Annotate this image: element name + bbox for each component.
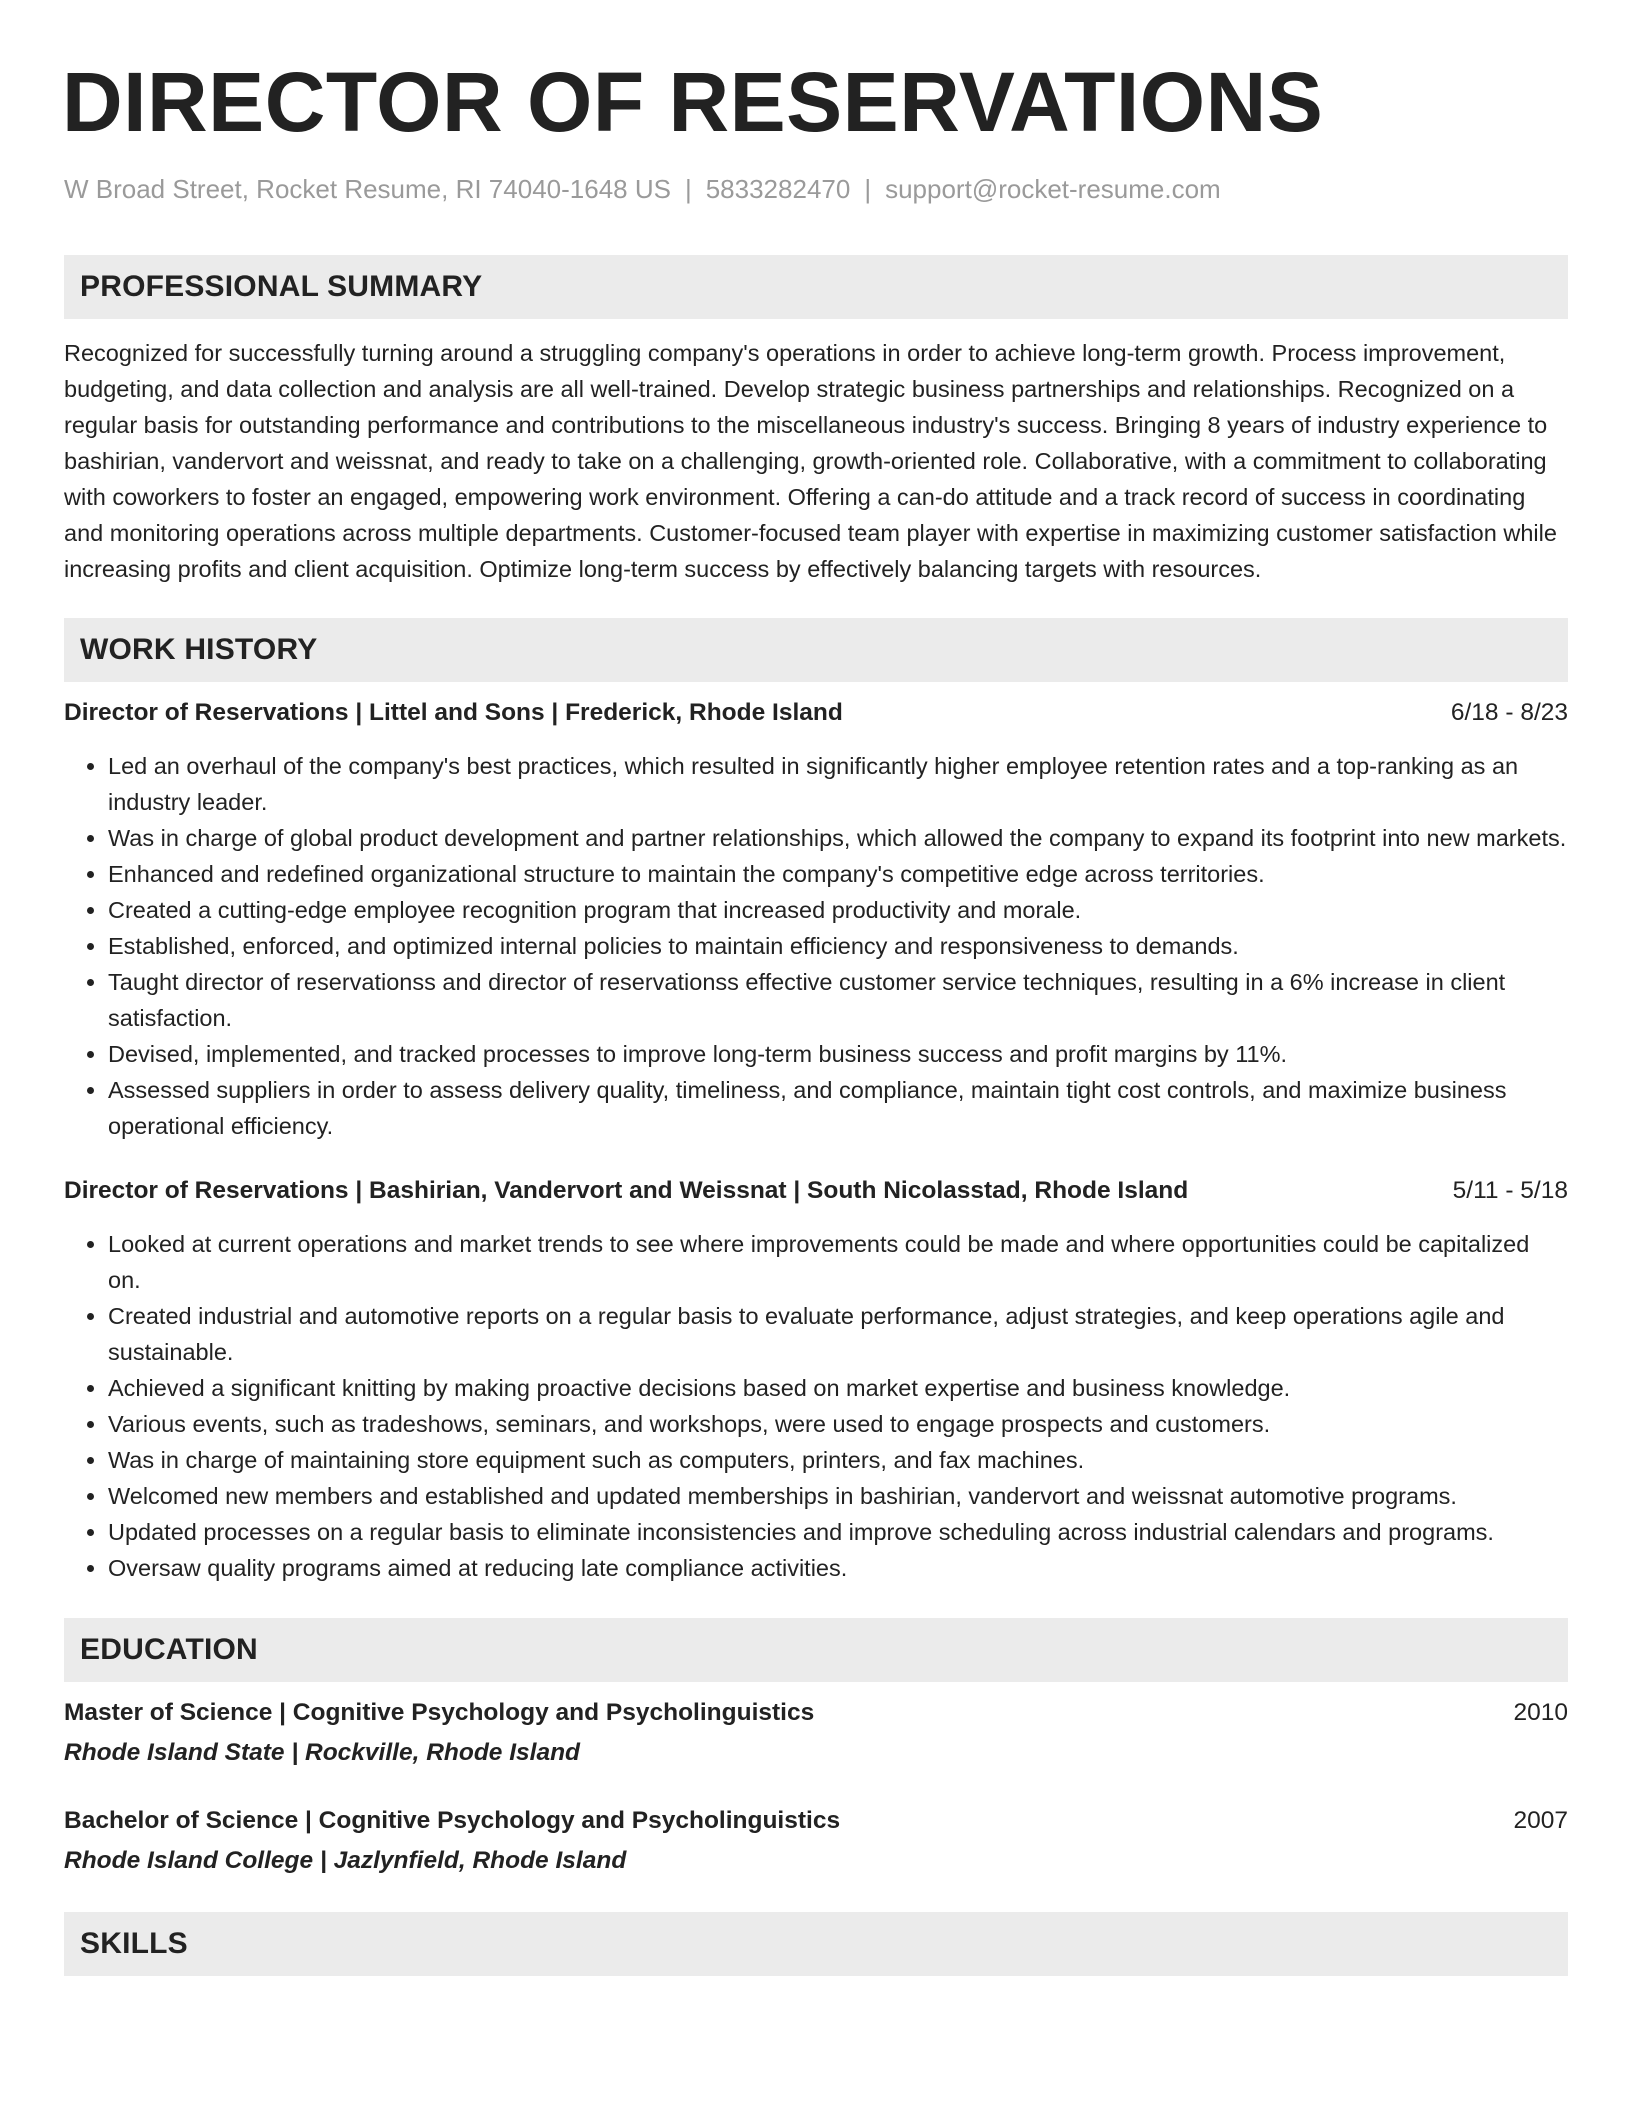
- degree-title: Master of Science | Cognitive Psychology and Psycholinguistics: [64, 1699, 815, 1727]
- job-bullet: • Assessed suppliers in order to assess delivery quality, timeliness, and compliance, maintain tight cost controls, and maximize business operational efficiency.: [108, 1072, 1568, 1144]
- school-name: Rhode Island College | Jazlynfield, Rhode Island: [64, 1847, 627, 1875]
- job-title-row: [64, 696, 1568, 730]
- job-bullet: • Various events, such as tradeshows, seminars, and workshops, were used to engage prospects and customers.: [108, 1406, 1568, 1442]
- job-title-row: [64, 1174, 1568, 1208]
- job-dates: 5/11 - 5/18: [1452, 1177, 1568, 1205]
- job-bullet: • Oversaw quality programs aimed at reducing late compliance activities.: [108, 1550, 1568, 1586]
- degree-title: Bachelor of Science | Cognitive Psychology and Psycholinguistics: [64, 1807, 841, 1835]
- education-entry: [64, 1696, 1568, 1770]
- job-bullet: • Looked at current operations and market trends to see where improvements could be made and where opportunities could be capitalized on.: [108, 1226, 1568, 1298]
- job-bullet: • Enhanced and redefined organizational structure to maintain the company's competitive edge across territories.: [108, 856, 1568, 892]
- job-bullet: • Achieved a significant knitting by making proactive decisions based on market expertise and business knowledge.: [108, 1370, 1568, 1406]
- job-bullet: • Taught director of reservationss and director of reservationss effective customer service techniques, resulting in a 6% increase in client satisfaction.: [108, 964, 1568, 1036]
- school-name: Rhode Island State | Rockville, Rhode Island: [64, 1739, 581, 1767]
- graduation-year: 2007: [1513, 1807, 1568, 1835]
- graduation-year: 2010: [1513, 1699, 1568, 1727]
- section-header-education: EDUCATION: [64, 1618, 1568, 1682]
- contact-separator: |: [864, 174, 872, 204]
- job-bullet: • Created a cutting-edge employee recognition program that increased productivity and morale.: [108, 892, 1568, 928]
- job-bullet: • Established, enforced, and optimized internal policies to maintain efficiency and responsiveness to demands.: [108, 928, 1568, 964]
- contact-separator: |: [684, 174, 692, 204]
- email-link[interactable]: support@rocket-resume.com: [885, 174, 1221, 204]
- section-header-skills: SKILLS: [64, 1912, 1568, 1976]
- contact-line: [64, 174, 1568, 205]
- job-bullet: • Welcomed new members and established and updated memberships in bashirian, vandervort and weissnat automotive programs.: [108, 1478, 1568, 1514]
- job-entry: [64, 1174, 1568, 1586]
- job-bullet-list: [64, 748, 1568, 1144]
- job-bullet: • Led an overhaul of the company's best practices, which resulted in significantly higher employee retention rates and a top-ranking as an industry leader.: [108, 748, 1568, 820]
- education-row: [64, 1696, 1568, 1730]
- address-text: W Broad Street, Rocket Resume, RI 74040-1648 US: [64, 174, 671, 204]
- job-title: Director of Reservations | Littel and Sons | Frederick, Rhode Island: [64, 699, 843, 727]
- job-bullet: • Created industrial and automotive reports on a regular basis to evaluate performance, adjust strategies, and keep operations agile and sustainable.: [108, 1298, 1568, 1370]
- job-bullet: • Devised, implemented, and tracked processes to improve long-term business success and profit margins by 11%.: [108, 1036, 1568, 1072]
- section-header-professional-summary: PROFESSIONAL SUMMARY: [64, 255, 1568, 319]
- job-dates: 6/18 - 8/23: [1450, 699, 1568, 727]
- job-title: Director of Reservations | Bashirian, Vandervort and Weissnat | South Nicolasstad, Rhode Island: [64, 1177, 1189, 1205]
- resume-title: DIRECTOR OF RESERVATIONS: [62, 55, 1324, 149]
- job-entry: [64, 696, 1568, 1144]
- job-bullet-list: [64, 1226, 1568, 1586]
- job-bullet: • Updated processes on a regular basis to eliminate inconsistencies and improve scheduling across industrial calendars and programs.: [108, 1514, 1568, 1550]
- phone-text: 5833282470: [705, 174, 851, 204]
- education-row: [64, 1804, 1568, 1838]
- section-header-work-history: WORK HISTORY: [64, 618, 1568, 682]
- professional-summary-text: Recognized for successfully turning around a struggling company's operations in order to achieve long-term growth. Process improvement, budgeting, and data collection and analysis are all well-trained. Develop strategic business partnerships and relationships. Recognized on a regular basis for outstanding performance and contributions to the miscellaneous industry's success. Bringing 8 years of industry experience to bashirian, vandervort and weissnat, and ready to take on a challenging, growth-oriented role. Collaborative, with a commitment to collaborating with coworkers to foster an engaged, empowering work environment. Offering a can-do attitude and a track record of success in coordinating and monitoring operations across multiple departments. Customer-focused team player with expertise in maximizing customer satisfaction while increasing profits and client acquisition. Optimize long-term success by effectively balancing targets with resources.: [64, 340, 1557, 583]
- job-bullet: • Was in charge of maintaining store equipment such as computers, printers, and fax machines.: [108, 1442, 1568, 1478]
- education-entry: [64, 1804, 1568, 1878]
- job-bullet: • Was in charge of global product development and partner relationships, which allowed the company to expand its footprint into new markets.: [108, 820, 1568, 856]
